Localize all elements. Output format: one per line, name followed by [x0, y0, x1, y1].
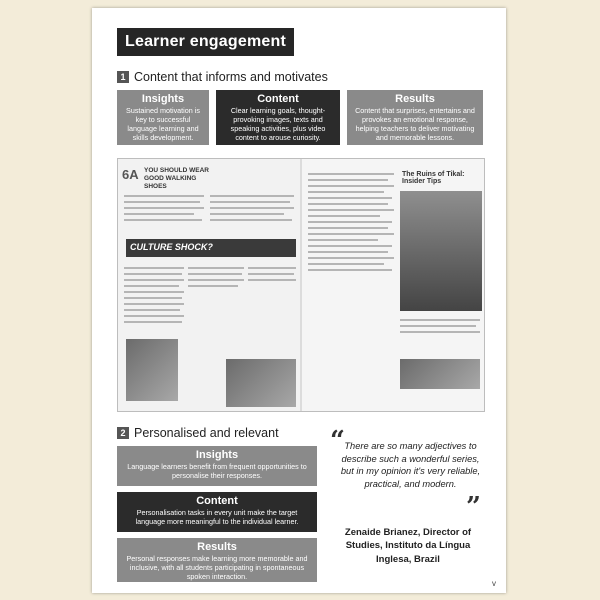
content-text: Personalisation tasks in every unit make the target language more meaningful to the individual learner.: [135, 508, 299, 526]
results-text: Personal responses make learning more memorable and inclusive, with all students participating in spontaneous spoken interaction.: [126, 554, 308, 581]
section-2-number: 2: [117, 427, 129, 439]
page: [92, 8, 506, 593]
couple-photo: [226, 359, 296, 407]
section-2-title: Personalised and relevant: [134, 426, 279, 440]
section-2-heading: [117, 426, 279, 440]
unit-title: YOU SHOULD WEAR GOOD WALKING SHOES: [144, 167, 209, 190]
insights-text: Language learners benefit from frequent opportunities to personalise their responses.: [127, 462, 307, 480]
testimonial-author: Zenaide Brianez, Director of Studies, Instituto da Língua Inglesa, Brazil: [344, 527, 472, 565]
open-quote-icon: “: [330, 426, 345, 456]
woman-photo: [126, 339, 178, 401]
section-1-content-box: [216, 90, 340, 145]
content-text: Clear learning goals, thought-provoking images, texts and speaking activities, plus video content to arouse curiosity.: [230, 106, 326, 142]
spread-right-page: [302, 159, 484, 411]
content-title: Content: [257, 93, 299, 105]
section-2-insights-box: [117, 446, 317, 486]
page-title: Learner engagement: [117, 28, 294, 56]
tikal-article-title: The Ruins of Tikal: Insider Tips: [402, 171, 465, 185]
close-quote-icon: ”: [466, 492, 481, 522]
section-2-content-box: [117, 492, 317, 532]
insights-text: Sustained motivation is key to successful language learning and skills development.: [126, 106, 200, 142]
results-text: Content that surprises, entertains and provokes an emotional response, helping teachers to deliver motivating and memorable lessons.: [355, 106, 475, 142]
section-1-insights-box: [117, 90, 209, 145]
culture-shock-banner: CULTURE SHOCK?: [126, 239, 296, 257]
listening-photos: [400, 359, 480, 389]
content-title: Content: [196, 495, 238, 507]
section-1-title: Content that informs and motivates: [134, 70, 328, 84]
testimonial-quote: There are so many adjectives to describe such a wonderful series, but in my opinion it's very reliable, practical, and modern.: [340, 441, 481, 489]
page-number: v: [492, 579, 496, 588]
results-title: Results: [395, 93, 435, 105]
section-1-heading: [117, 70, 328, 84]
spread-left-page: [118, 159, 300, 411]
section-2-results-box: [117, 538, 317, 582]
section-1-results-box: [347, 90, 483, 145]
textbook-spread-image: [117, 158, 485, 412]
insights-title: Insights: [141, 93, 185, 105]
results-title: Results: [197, 541, 237, 553]
insights-title: Insights: [195, 449, 239, 461]
unit-number: 6A: [122, 167, 139, 182]
tikal-pyramid-photo: [400, 191, 482, 311]
section-1-number: 1: [117, 71, 129, 83]
